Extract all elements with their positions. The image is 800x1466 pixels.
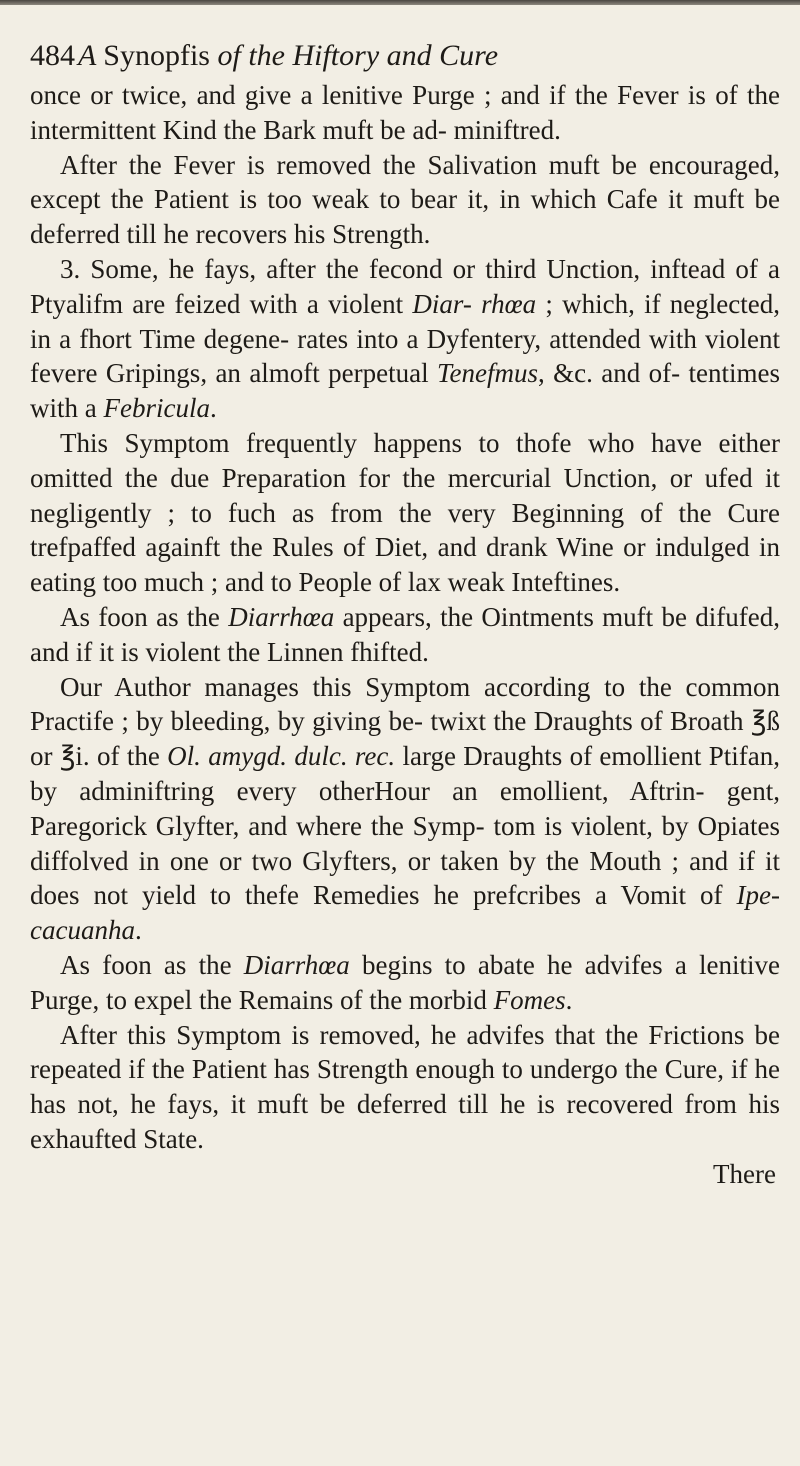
p5-text-c: large Draughts of emollient Ptifan, by adminiftring every otherHour an emollient, Aftrin- gent, Paregorick Glyfter, and where the Symp- tom is violent, by Opiates diffolved in one or two Glyfters, or taken by the Mouth ; and if it does not yield to thefe Remedies he prefcribes a Vomit of [30, 741, 780, 911]
p6-italic-fomes: Fomes [493, 984, 566, 1015]
book-page [30, 36, 780, 1192]
p5-italic-ipecacuanha: Ipe- cacuanha [30, 880, 780, 946]
page-body [30, 78, 780, 1192]
p6-text-a: As foon as the [60, 949, 244, 980]
p2-italic-febricula: Febricula [103, 393, 210, 424]
p2-text-e: , &c. and of- tentimes with a [30, 358, 780, 424]
paragraph-0: once or twice, and give a lenitive Purge ; and if the Fever is of the intermittent Kind the Bark muft be ad- miniftred. [30, 80, 780, 145]
paragraph-7: After this Symptom is removed, he advifes that the Frictions be repeated if the Patient has Strength enough to undergo the Cure, if he has not, he fays, it muft be deferred till he is recovered from his exhaufted State. [30, 1019, 780, 1154]
title-article: A [78, 39, 96, 72]
running-header [30, 36, 780, 76]
p2-italic-tenesmus: Tenefmus [437, 358, 539, 389]
p2-text-g: . [209, 393, 217, 424]
p5-text-a: Our Author manages this Symptom according to the common Practife ; by bleeding, by giving be- twixt the Draughts of Broath ℥ß or ℥i. of the [30, 671, 780, 772]
title-rest: of the Hiftory and Cure [217, 39, 499, 72]
running-title [78, 39, 498, 72]
p2-text-c: ; which, if neglected, in a fhort Time degene- rates into a Dyfentery, attended with violent fevere Gripings, an almoft perpetual [30, 288, 780, 389]
paragraph-5 [30, 670, 780, 948]
p6-italic-diarrhoea: Diarrhœa [243, 949, 350, 980]
paragraph-1: After the Fever is removed the Salivation muft be encouraged, except the Patient is too weak to bear it, in which Cafe it muft be deferred till he recovers his Strength. [30, 149, 780, 250]
paragraph-4 [30, 600, 780, 670]
paragraph-2 [30, 252, 780, 426]
title-synopsis: Synopfis [103, 39, 210, 72]
p4-text-a: As foon as the [60, 601, 229, 632]
p6-text-e: . [565, 984, 573, 1015]
p5-italic-ol-amygd: Ol. amygd. dulc. rec. [167, 741, 396, 772]
p5-text-e: . [134, 915, 142, 946]
p6-text-c: begins to abate he advifes a lenitive Purge, to expel the Remains of the morbid [30, 949, 780, 1015]
p2-italic-diarrhoea: Diar- rhœa [412, 288, 537, 319]
p2-text-a: 3. Some, he fays, after the fecond or third Unction, inftead of a Ptyalifm are feized with a violent [30, 253, 780, 319]
paragraph-6 [30, 948, 780, 1018]
catchword: There [713, 1158, 776, 1189]
top-edge-rule [0, 0, 800, 5]
paragraph-3: This Symptom frequently happens to thofe who have either omitted the due Preparation for the mercurial Unction, or ufed it negligently ; to fuch as from the very Beginning of the Cure trefpaffed againft the Rules of Diet, and drank Wine or indulged in eating too much ; and to People of lax weak Inteftines. [30, 427, 780, 598]
p4-text-c: appears, the Ointments muft be difufed, and if it is violent the Linnen fhifted. [30, 601, 780, 667]
p4-italic-diarrhoea: Diarrhœa [228, 601, 335, 632]
page-number: 484 [30, 39, 75, 72]
